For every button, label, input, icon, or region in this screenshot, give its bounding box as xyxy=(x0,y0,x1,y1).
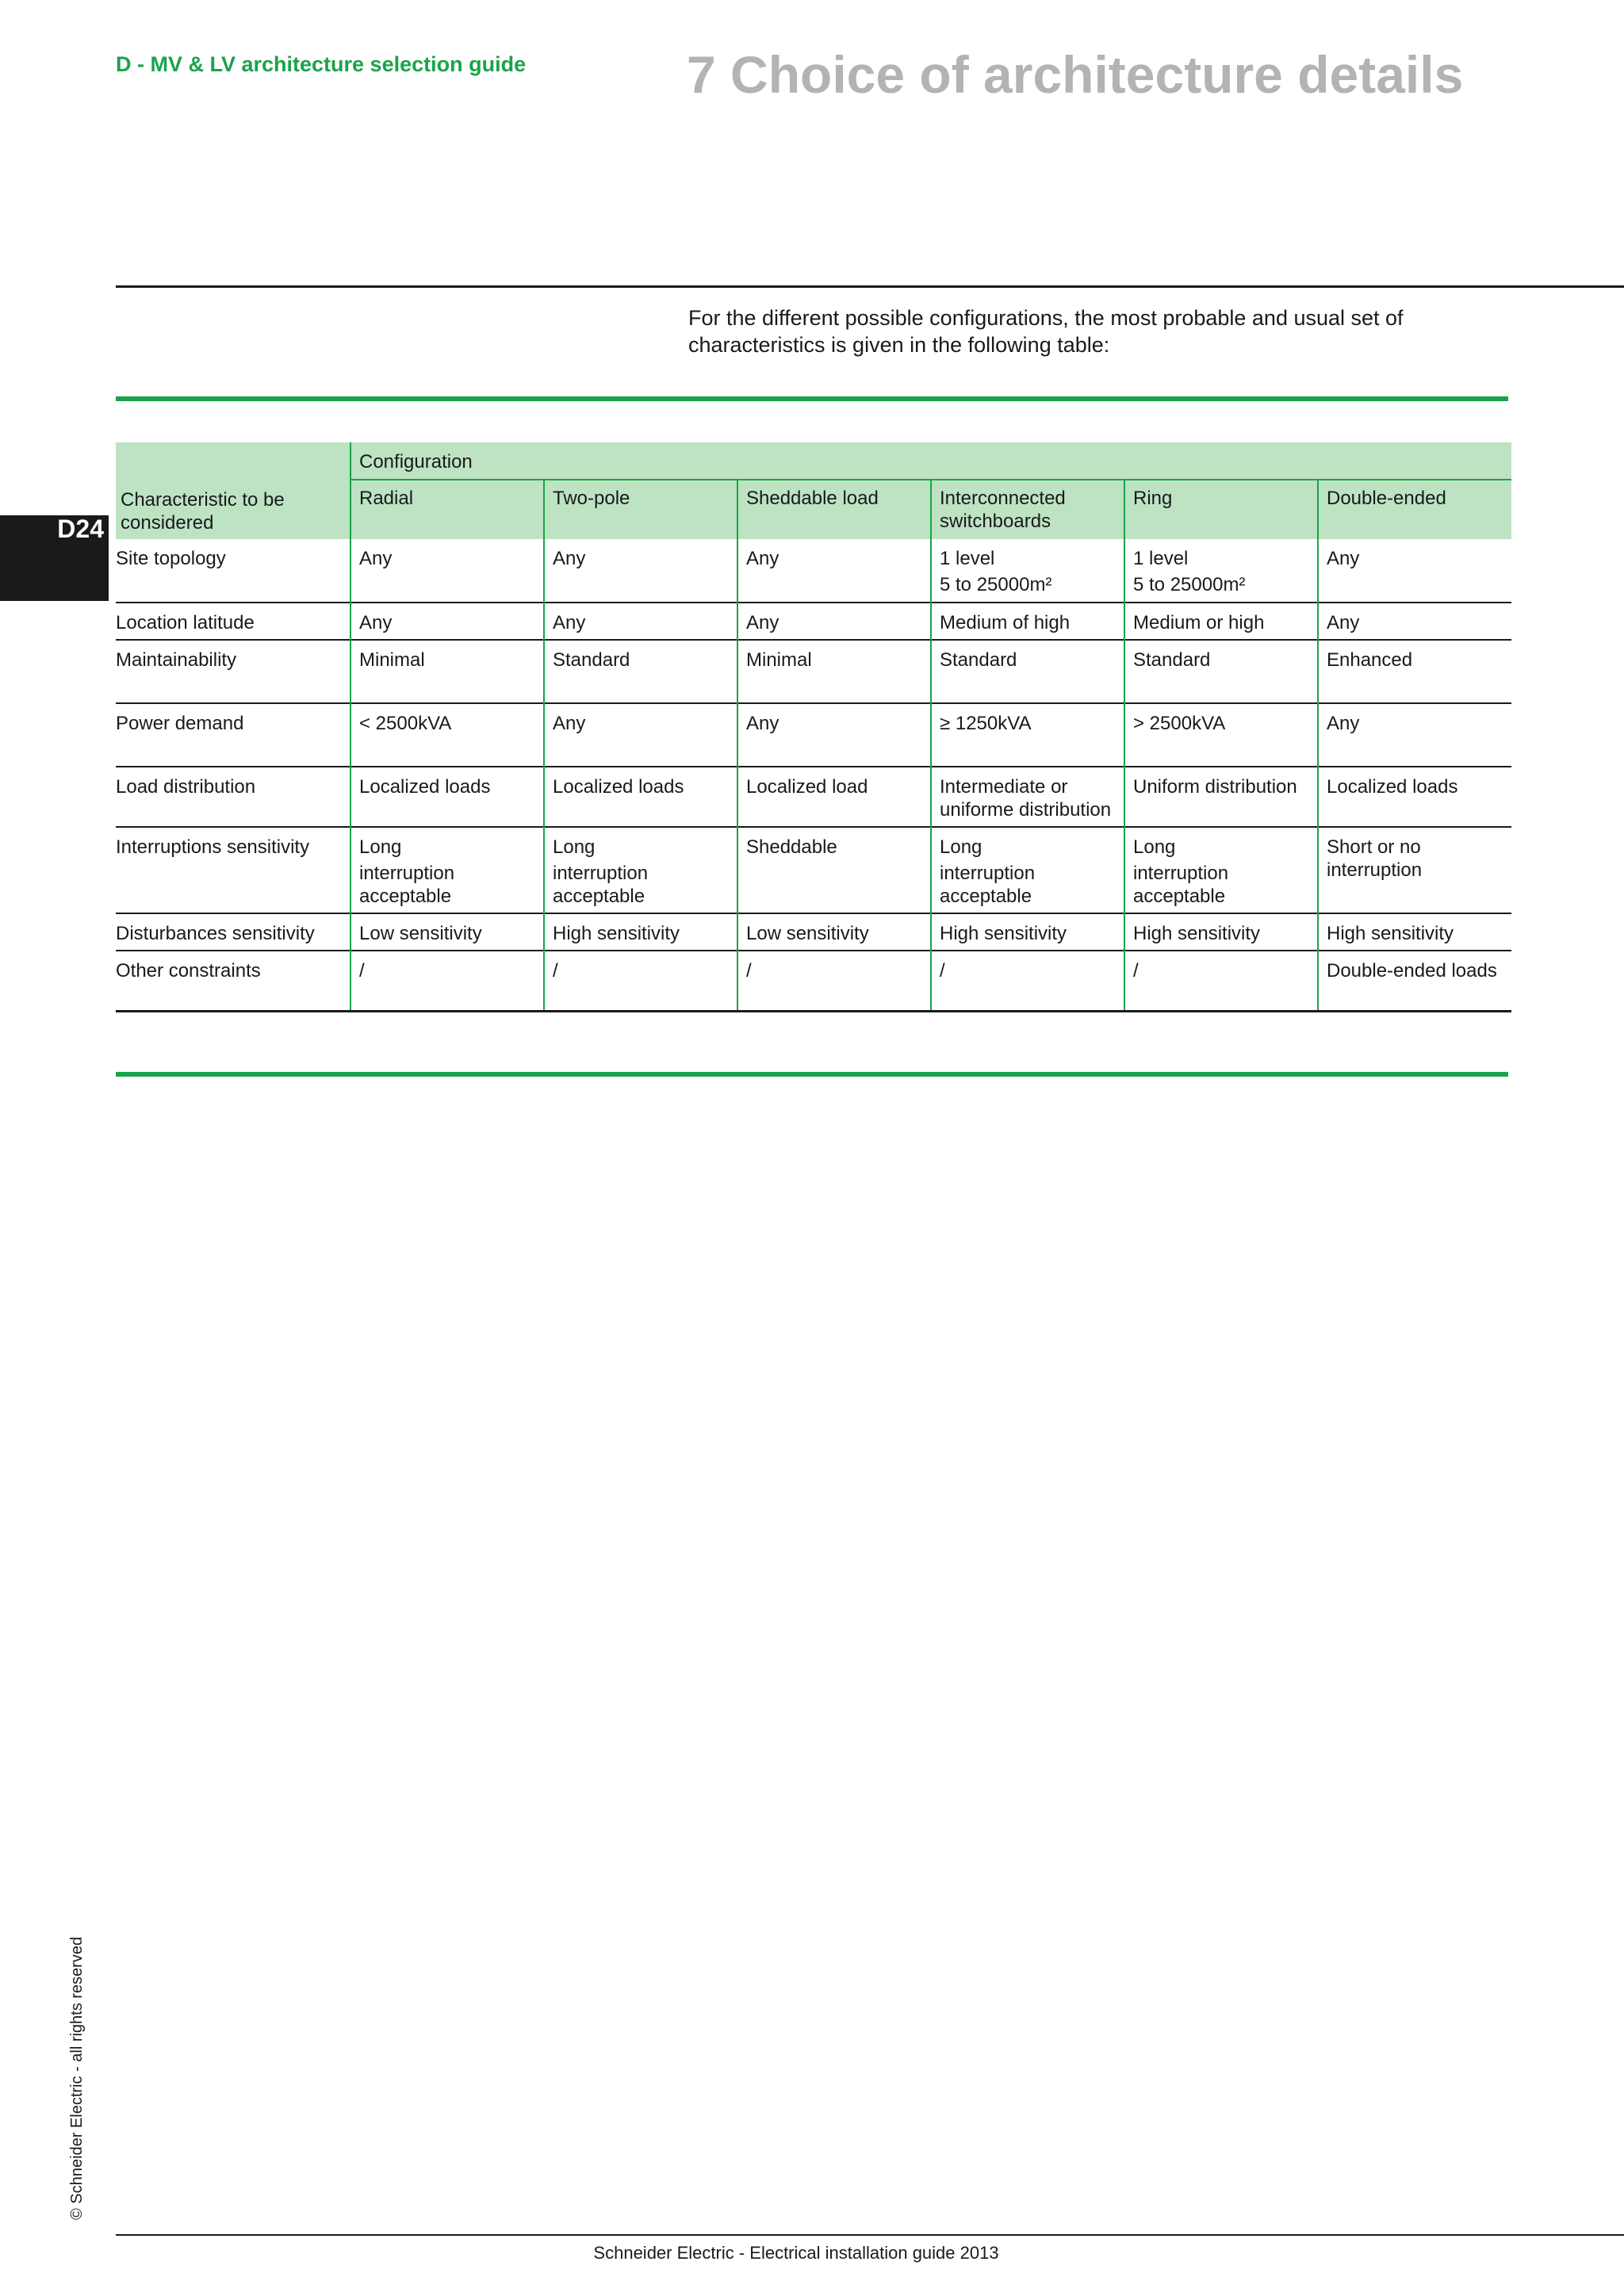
table-cell: / xyxy=(350,951,544,1011)
table-cell: / xyxy=(737,951,931,1011)
table-cell: Localized loads xyxy=(1318,767,1511,827)
table-cell: Any xyxy=(1318,603,1511,640)
cell-text: Any xyxy=(1327,548,1360,569)
table-cell xyxy=(544,539,737,603)
column-header-sheddable-load: Sheddable load xyxy=(737,480,931,539)
table-row xyxy=(116,913,1511,951)
cell-text: Any xyxy=(553,548,586,569)
table-cell: Any xyxy=(544,703,737,767)
cell-text: Short or no interruption xyxy=(1327,836,1423,881)
row-label: Site topology xyxy=(116,548,226,569)
top-divider xyxy=(116,285,1624,288)
table-cell xyxy=(1318,827,1511,913)
table-cell: / xyxy=(931,951,1124,1011)
cell-subtext: interruption acceptable xyxy=(553,863,649,907)
row-label: Maintainability xyxy=(116,640,350,703)
table-cell: High sensitivity xyxy=(1318,913,1511,951)
table-cell: ≥ 1250kVA xyxy=(931,703,1124,767)
green-divider-bottom xyxy=(116,1072,1508,1077)
row-label: Interruptions sensitivity xyxy=(116,827,350,913)
table-cell: Minimal xyxy=(737,640,931,703)
table-cell xyxy=(737,539,931,603)
table-row xyxy=(116,703,1511,767)
cell-text: Long xyxy=(940,836,982,858)
table-cell: Any xyxy=(544,603,737,640)
table-cell xyxy=(1124,827,1318,913)
table-cell: Uniform distribution xyxy=(1124,767,1318,827)
footer xyxy=(0,2243,1624,2263)
table-cell: > 2500kVA xyxy=(1124,703,1318,767)
column-header-radial: Radial xyxy=(350,480,544,539)
table-row xyxy=(116,951,1511,1011)
table-cell: Any xyxy=(737,603,931,640)
table-cell: Intermediate or uniforme distribution xyxy=(931,767,1124,827)
table-cell: Low sensitivity xyxy=(350,913,544,951)
cell-subtext: interruption acceptable xyxy=(359,863,455,907)
cell-text: 1 level xyxy=(1133,548,1189,569)
table-cell: Double-ended loads xyxy=(1318,951,1511,1011)
cell-subtext: interruption acceptable xyxy=(940,863,1036,907)
table-cell: Standard xyxy=(931,640,1124,703)
footer-divider xyxy=(116,2234,1624,2236)
intro-paragraph: For the different possible configurations, the most probable and usual set of characteristics is given in the following table: xyxy=(688,306,1404,357)
table-cell: High sensitivity xyxy=(544,913,737,951)
table-cell: Enhanced xyxy=(1318,640,1511,703)
table-cell xyxy=(544,827,737,913)
table-cell: Any xyxy=(1318,703,1511,767)
table-cell: Localized load xyxy=(737,767,931,827)
table-cell: / xyxy=(1124,951,1318,1011)
cell-text: Long xyxy=(359,836,402,858)
table-cell: Any xyxy=(350,603,544,640)
characteristic-header: Characteristic to be considered xyxy=(116,442,350,539)
table-cell xyxy=(931,539,1124,603)
table-cell: High sensitivity xyxy=(931,913,1124,951)
cell-text: Any xyxy=(746,548,779,569)
row-label: Location latitude xyxy=(116,603,350,640)
table-cell: Medium of high xyxy=(931,603,1124,640)
table-cell xyxy=(1318,539,1511,603)
row-label: Power demand xyxy=(116,703,350,767)
column-header-interconnected: Interconnected switchboards xyxy=(931,480,1124,539)
table-cell: Medium or high xyxy=(1124,603,1318,640)
table-cell: Standard xyxy=(1124,640,1318,703)
cell-subtext: 5 to 25000m² xyxy=(940,574,1052,595)
column-header-two-pole: Two-pole xyxy=(544,480,737,539)
column-header-double-ended: Double-ended xyxy=(1318,480,1511,539)
configuration-header: Configuration xyxy=(350,442,1511,480)
table-row xyxy=(116,640,1511,703)
page-number: D24 xyxy=(57,515,104,543)
table-cell xyxy=(350,827,544,913)
section-label: D - MV & LV architecture selection guide xyxy=(116,52,527,76)
column-header-ring: Ring xyxy=(1124,480,1318,539)
table-row xyxy=(116,603,1511,640)
table-cell xyxy=(350,539,544,603)
row-label: Other constraints xyxy=(116,951,350,1011)
table-cell: Low sensitivity xyxy=(737,913,931,951)
table-cell: Minimal xyxy=(350,640,544,703)
footer-text: Schneider Electric - Electrical installation guide 2013 xyxy=(593,2243,999,2263)
table-row xyxy=(116,767,1511,827)
table-cell xyxy=(1124,539,1318,603)
table-cell: Standard xyxy=(544,640,737,703)
table-cell: < 2500kVA xyxy=(350,703,544,767)
table-cell: Localized loads xyxy=(350,767,544,827)
chapter-title: 7 Choice of architecture details xyxy=(687,45,1464,104)
page-number-tab xyxy=(0,515,109,601)
cell-text: Any xyxy=(359,548,393,569)
cell-text: Long xyxy=(1133,836,1176,858)
table-cell xyxy=(737,827,931,913)
cell-text: Long xyxy=(553,836,596,858)
configuration-table xyxy=(116,442,1511,1012)
cell-text: Sheddable xyxy=(746,836,837,858)
table-cell: High sensitivity xyxy=(1124,913,1318,951)
row-label: Load distribution xyxy=(116,767,350,827)
table-row xyxy=(116,539,1511,603)
table-cell: Localized loads xyxy=(544,767,737,827)
green-divider-top xyxy=(116,396,1508,401)
cell-subtext: 5 to 25000m² xyxy=(1133,574,1246,595)
table-cell xyxy=(931,827,1124,913)
table-row xyxy=(116,827,1511,913)
table-cell: / xyxy=(544,951,737,1011)
table-cell: Any xyxy=(737,703,931,767)
copyright-notice: © Schneider Electric - all rights reserved xyxy=(68,1936,86,2220)
cell-text: 1 level xyxy=(940,548,995,569)
cell-subtext: interruption acceptable xyxy=(1133,863,1229,907)
row-label: Disturbances sensitivity xyxy=(116,913,350,951)
